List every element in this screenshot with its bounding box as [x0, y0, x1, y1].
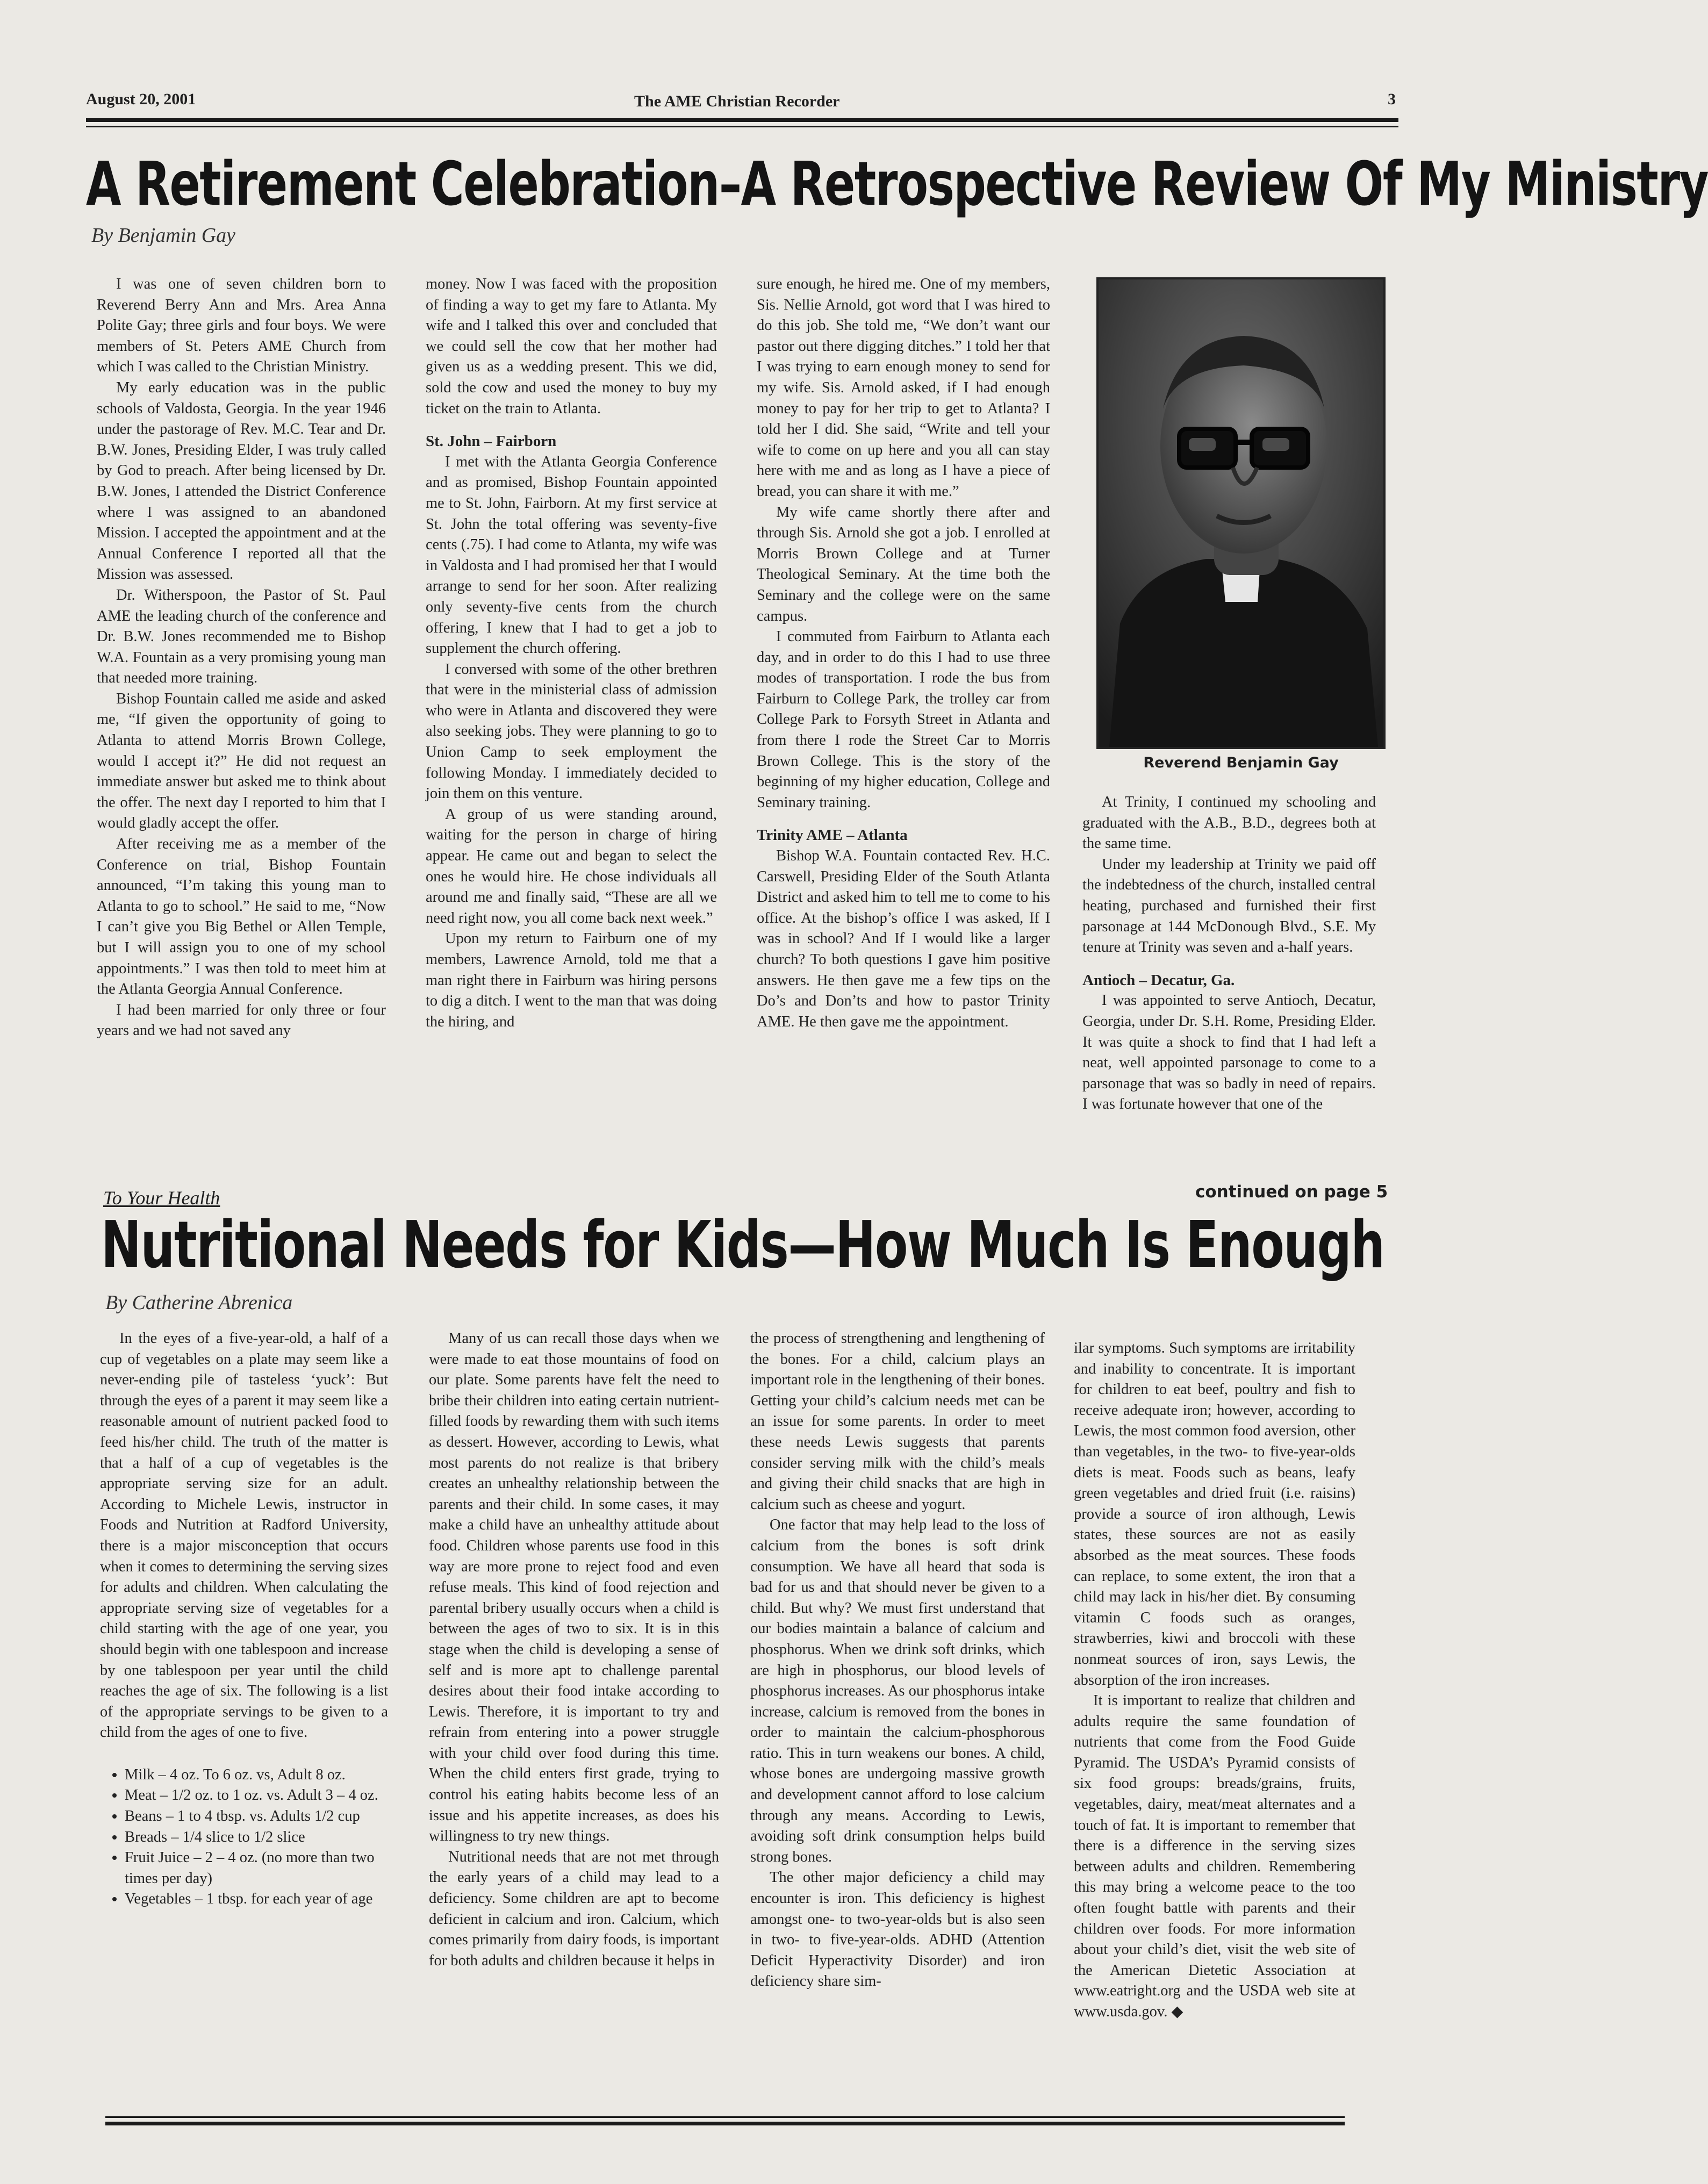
list-item: • Breads – 1/4 slice to 1/2 slice: [125, 1827, 388, 1848]
article2-column-1: [100, 1328, 388, 2092]
paragraph: Dr. Witherspoon, the Pastor of St. Paul AME the leading church of the conference and Dr. B.W. Jones recommended me to Bishop W.A. Fountain as a very promising young man that needed more training.: [97, 586, 386, 687]
paragraph: [1074, 1691, 1355, 2023]
article2-byline: By Catherine Abrenica: [105, 1291, 293, 1314]
page-number: 3: [1388, 90, 1396, 108]
eatright-link[interactable]: www.eatright.org: [1074, 1982, 1181, 2000]
paragraph: I commuted from Fairburn to Atlanta each day, and in order to do this I had to use three modes of transportation. I rode the bus from Fairburn to College Park, the trolley car from College Park to Forsyth Street in Atlanta and from there I rode the Street Car to Morris Brown College. This is the story of the beginning of my higher education, College and Seminary training.: [757, 628, 1050, 811]
article2-column-4: [1074, 1338, 1355, 2096]
article2-headline: Nutritional Needs for Kids—How Much Is Enough: [101, 1208, 1384, 1283]
paragraph: Under my leadership at Trinity we paid off the indebtedness of the church, installed central heating, purchased and furnished their first parsonage at 144 McDonough Blvd., S.E. My tenure at Trinity was seven and a-half years.: [1082, 856, 1376, 956]
list-item: • Beans – 1 to 4 tbsp. vs. Adults 1/2 cup: [125, 1806, 388, 1827]
subhead-antioch: Antioch – Decatur, Ga.: [1082, 971, 1235, 989]
paragraph: ilar symptoms. Such symptoms are irritability and inability to concentrate. It is important for children to eat beef, poultry and fish to receive adequate iron; however, according to Lewis, the most common food aversion, other than vegetables, in the two- to five-year-olds diets is meat. Foods such as beans, leafy green vegetables and dried fruit (i.e. raisins) provide a source of iron although, Lewis states, these sources are not as easily absorbed as the meat sources. These foods can replace, to some extent, the iron that a child may lack in his/her diet. By consuming vitamin C foods such as oranges, strawberries, kiwi and broccoli with these nonmeat sources of iron, says Lewis, the absorption of the iron increases.: [1074, 1340, 1355, 1689]
continued-note: continued on page 5: [1195, 1182, 1388, 1202]
portrait-figure-icon: [1099, 279, 1383, 747]
serving-list: [100, 1765, 388, 1910]
paragraph: Bishop W.A. Fountain contacted Rev. H.C. Carswell, Presiding Elder of the South Atlanta District and asked him to tell me to come to his office. At the bishop’s office I was asked, If I was in school? And If I would like a larger church? To both questions I gave him positive answers. He then gave me a few tips on the Do’s and Don’ts and how to pastor Trinity AME. He then gave me the appointment.: [757, 847, 1050, 1030]
article1-column-1: [97, 274, 386, 1166]
issue-date: August 20, 2001: [86, 90, 196, 108]
article1-byline: By Benjamin Gay: [91, 224, 236, 247]
article1-column-4: [1082, 792, 1376, 1168]
paragraph: One factor that may help lead to the loss of calcium from the bones is soft drink consumption. We have all heard that soda is bad for us and that should never be given to a child. But why? We must first understand that our bodies maintain a balance of calcium and phosphorus. When we drink soft drinks, which are high in phosphorus, our blood levels of phosphorus increases. As our phosphorus intake increase, calcium is removed from the bones in order to maintain the calcium-phosphorous ratio. This in turn weakens our bones. A child, whose bones are undergoing massive growth and development cannot afford to lose calcium through any means. According to Lewis, avoiding soft drink consumption helps build strong bones.: [750, 1517, 1045, 1865]
period: .: [1164, 2003, 1168, 2020]
photo-caption: Reverend Benjamin Gay: [1143, 755, 1339, 771]
footer-rule-thick: [105, 2122, 1345, 2125]
paragraph: sure enough, he hired me. One of my members, Sis. Nellie Arnold, got word that I was hired to do this job. She told me, “We don’t want our pastor out there digging ditches.” I told her that I was trying to earn enough money to send for my wife. Sis. Arnold asked, if I had enough money to pay for her trip to get to Atlanta? I told her I did. She said, “Write and tell your wife to come on up here and you all can stay here with me and as long as I have a piece of bread, you can share it with me.”: [757, 276, 1050, 500]
usda-link[interactable]: www.usda.gov: [1074, 2003, 1164, 2020]
paragraph: My early education was in the public schools of Valdosta, Georgia. In the year 1946 under the pastorage of Rev. M.C. Tear and Dr. B.W. Jones, Presiding Elder, I was truly called by God to preach. After being licensed by Dr. B.W. Jones, I attended the District Conference where I was assigned to an abandoned Mission. I accepted the appointment and at the Annual Conference I reported all that the Mission was assessed.: [97, 379, 386, 583]
paragraph: money. Now I was faced with the proposition of finding a way to get my fare to Atlanta. My wife and I talked this over and concluded that we could sell the cow that her mother had given us as a wedding present. This we did, sold the cow and used the money to buy my ticket on the train to Atlanta.: [426, 276, 717, 417]
paragraph: After receiving me as a member of the Conference on trial, Bishop Fountain announced, “I’m taking this young man to Atlanta to go to school.” He said to me, “Now I can’t give you Big Bethel or Allen Temple, but I will assign you to one of my school appointments.” I was then told to meet him at the Atlanta Georgia Annual Conference.: [97, 836, 386, 998]
paragraph: I conversed with some of the other brethren that were in the ministerial class of admission who were in Atlanta and discovered they were also seeking jobs. They were planning to go to Union Camp to seek employment the following Monday. I immediately decided to join them on this venture.: [426, 660, 717, 802]
header-rule-thin: [86, 126, 1398, 127]
end-mark-icon: ◆: [1171, 2003, 1183, 2020]
paragraph-text: and the USDA web site at: [1186, 1982, 1355, 2000]
footer-rule-thin: [105, 2116, 1345, 2118]
header-rule-thick: [86, 118, 1398, 122]
list-item: • Fruit Juice – 2 – 4 oz. (no more than two times per day): [125, 1848, 388, 1889]
paragraph: I had been married for only three or four years and we had not saved any: [97, 1001, 386, 1039]
paragraph: My wife came shortly there after and through Sis. Arnold she got a job. I enrolled at Morris Brown College and at Turner Theological Seminary. At the time both the Seminary and the college were on the same campus.: [757, 504, 1050, 624]
subhead-st-john: St. John – Fairborn: [426, 433, 557, 450]
paragraph: A group of us were standing around, waiting for the person in charge of hiring appear. He came out and began to select the ones he would hire. He chose individuals all around me and finally said, “These are all we need right now, you all come back next week.”: [426, 806, 717, 926]
paragraph: At Trinity, I continued my schooling and graduated with the A.B., B.D., degrees both at the same time.: [1082, 794, 1376, 852]
newspaper-name: The AME Christian Recorder: [634, 92, 840, 110]
paragraph: I was appointed to serve Antioch, Decatur, Georgia, under Dr. S.H. Rome, Presiding Elder. It was quite a shock to find that I had left a neat, well appointed parsonage to come to a parsonage that was so badly in need of repairs. I was fortunate however that one of the: [1082, 992, 1376, 1113]
list-item: • Meat – 1/2 oz. to 1 oz. vs. Adult 3 – 4 oz.: [125, 1785, 388, 1806]
article2-column-3: [750, 1328, 1045, 2092]
paragraph: Bishop Fountain called me aside and asked me, “If given the opportunity of going to Atlanta to attend Morris Brown College, would I accept it?” He did not request an immediate answer but asked me to think about the offer. The next day I reported to him that I would gladly accept the offer.: [97, 690, 386, 832]
paragraph: The other major deficiency a child may encounter is iron. This deficiency is highest amongst one- to two-year-olds but is also seen in two- to five-year-olds. ADHD (Attention Deficit Hyperactivity Disorder) and iron deficiency share sim-: [750, 1869, 1045, 1990]
paragraph: I was one of seven children born to Reverend Berry Ann and Mrs. Area Anna Polite Gay; three girls and four boys. We were members of St. Peters AME Church from which I was called to the Christian Ministry.: [97, 276, 386, 376]
section-kicker: To Your Health: [103, 1187, 220, 1209]
portrait-photo: [1096, 277, 1386, 749]
paragraph: In the eyes of a five-year-old, a half of a cup of vegetables on a plate may seem like a never-ending pile of tasteless ‘yuck’: But through the eyes of a parent it may seem like a reasonable amount of nutrient packed food to feed his/her child. The truth of the matter is that a half of a cup of vegetables is the appropriate serving size for an adult. According to Michele Lewis, instructor in Foods and Nutrition at Radford University, there is a major misconception that occurs when it comes to determining the serving sizes for adults and children. When calculating the appropriate serving size of vegetables for a child starting with the age of one year, you should begin with one tablespoon and increase by one tablespoon per year until the child reaches the age of six. The following is a list of the appropriate servings to be given to a child from the ages of one to five.: [100, 1330, 388, 1741]
article1-column-3: [757, 274, 1050, 1166]
paragraph: the process of strengthening and lengthening of the bones. For a child, calcium plays an important role in the lengthening of their bones. Getting your child’s calcium needs met can be an issue for some parents. In order to meet these needs Lewis suggests that parents consider serving milk with the child’s meals and giving their child snacks that are high in calcium such as cheese and yogurt.: [750, 1330, 1045, 1513]
paragraph: I met with the Atlanta Georgia Conference and as promised, Bishop Fountain appointed me to St. John, Fairborn. At my first service at St. John the total offering was seventy-five cents (.75). I had come to Atlanta, my wife was in Valdosta and I had promised her that I would arrange to send for her soon. After realizing only seventy-five cents from the church offering, I knew that I had to get a job to supplement the church offering.: [426, 453, 717, 657]
paragraph: Upon my return to Fairburn one of my members, Lawrence Arnold, told me that a man right there in Fairburn was hiring persons to dig a ditch. I went to the man that was doing the hiring, and: [426, 930, 717, 1030]
article1-column-2: [426, 274, 717, 1166]
paragraph: Nutritional needs that are not met through the early years of a child may lead to a deficiency. Some children are apt to become deficient in calcium and iron. Calcium, which comes primarily from dairy foods, is important for both adults and children because it helps in: [429, 1848, 719, 1969]
list-item: • Vegetables – 1 tbsp. for each year of age: [125, 1889, 388, 1910]
paragraph: Many of us can recall those days when we were made to eat those mountains of food on our plate. Some parents have felt the need to bribe their children into eating certain nutrient-filled foods by rewarding them with such items as dessert. However, according to Lewis, what most parents do not realize is that bribery creates an unhealthy relationship between the parents and their child. In some cases, it may make a child have an unhealthy attitude about food. Children whose parents use food in this way are more prone to reject food and even refuse meals. This kind of food rejection and parental bribery usually occurs when a child is between the ages of two to six. It is in this stage when the child is developing a sense of self and is more apt to challenge parental desires about their food intake according to Lewis. Therefore, it is important to try and refrain from entering into a power struggle with your child over food during this time. When the child enters first grade, trying to control his eating habits become less of an issue and his appetite increases, as does his willingness to try new things.: [429, 1330, 719, 1845]
paragraph-text: It is important to realize that children and adults require the same foundation of nutrients that come from the Food Guide Pyramid. The USDA’s Pyramid consists of six food groups: breads/grains, fruits, vegetables, dairy, meat/meat alternates and a touch of fat. It is important to remember that there is a difference in the serving sizes between adults and children. Remembering this may bring a welcome peace to the too often fought battle with parents and their children over foods. For more information about your child’s diet, visit the web site of the American Dietetic Association at: [1074, 1692, 1355, 1979]
list-item: • Milk – 4 oz. To 6 oz. vs, Adult 8 oz.: [125, 1765, 388, 1786]
article1-headline: A Retirement Celebration–A Retrospective Review Of My Ministry: [86, 149, 1708, 219]
article2-column-2: [429, 1328, 719, 2092]
subhead-trinity: Trinity AME – Atlanta: [757, 827, 908, 844]
